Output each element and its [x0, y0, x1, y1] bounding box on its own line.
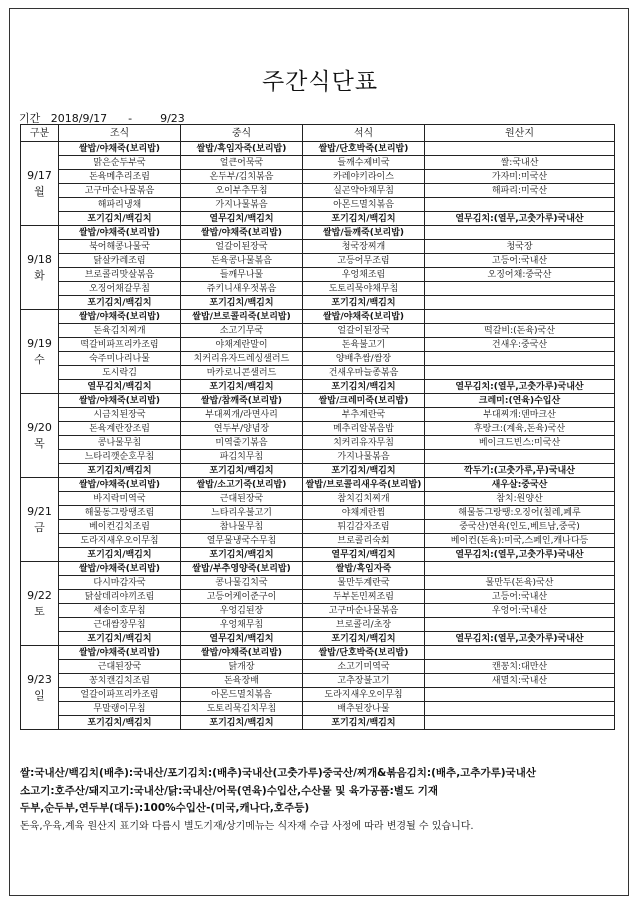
- lunch-cell: 미역줄기볶음: [181, 436, 303, 450]
- table-row: [21, 660, 615, 674]
- day-date: 9/19: [27, 336, 52, 350]
- day-weekday: 월: [34, 184, 45, 198]
- table-row: [21, 408, 615, 422]
- lunch-cell: 쌀밥/야채죽(보리밥): [181, 226, 303, 240]
- table-row: [21, 296, 615, 310]
- note-line: 돈육,우육,계육 원산지 표기와 다름시 별도기재/상기메뉴는 식자재 수급 사정에 따라 변경될 수 있습니다.: [20, 820, 474, 832]
- day-cell: [21, 226, 59, 310]
- table-row: [21, 604, 615, 618]
- breakfast-cell: 베이컨김치조림: [59, 520, 181, 534]
- lunch-cell: 부대찌개/라면사리: [181, 408, 303, 422]
- dinner-cell: 들깨수제비국: [303, 156, 425, 170]
- dinner-cell: 아몬드멸치볶음: [303, 198, 425, 212]
- header-row: [21, 125, 615, 142]
- lunch-cell: 파김치무침: [181, 450, 303, 464]
- origin-cell: 새멸치:국내산: [425, 674, 615, 688]
- breakfast-cell: 쌀밥/야채죽(보리밥): [59, 562, 181, 576]
- dinner-cell: 쌀밥/단호박죽(보리밥): [303, 646, 425, 660]
- breakfast-cell: 포기김치/백김치: [59, 632, 181, 646]
- header-dinner: 석식: [303, 125, 425, 142]
- dinner-cell: 튀김감자조림: [303, 520, 425, 534]
- day-date: 9/17: [27, 168, 52, 182]
- origin-cell: 오징어채:중국산: [425, 268, 615, 282]
- table-row: [21, 422, 615, 436]
- lunch-cell: 열무김치/백김치: [181, 632, 303, 646]
- breakfast-cell: 돈육김치찌개: [59, 324, 181, 338]
- table-row: [21, 478, 615, 492]
- lunch-cell: 열무물냉국수무침: [181, 534, 303, 548]
- lunch-cell: 들깨무나물: [181, 268, 303, 282]
- dinner-cell: 쌀밥/들깨죽(보리밥): [303, 226, 425, 240]
- breakfast-cell: 얼갈이파프리카조림: [59, 688, 181, 702]
- dinner-cell: 청국장찌개: [303, 240, 425, 254]
- day-cell: [21, 478, 59, 562]
- breakfast-cell: 콩나물무침: [59, 436, 181, 450]
- table-row: [21, 394, 615, 408]
- lunch-cell: 쌀밥/참깨죽(보리밥): [181, 394, 303, 408]
- header-category: 구분: [21, 125, 59, 142]
- origin-cell: [425, 142, 615, 156]
- origin-cell: 쌀:국내산: [425, 156, 615, 170]
- table-row: [21, 240, 615, 254]
- breakfast-cell: 포기김치/백김치: [59, 716, 181, 730]
- origin-cell: 베이크드빈스:미국산: [425, 436, 615, 450]
- dinner-cell: 쌀밥/브로콜리새우죽(보리밥): [303, 478, 425, 492]
- dinner-cell: 우엉채조림: [303, 268, 425, 282]
- origin-cell: 가자미:미국산: [425, 170, 615, 184]
- dinner-cell: 실곤약야채무침: [303, 184, 425, 198]
- dinner-cell: 소고기미역국: [303, 660, 425, 674]
- lunch-cell: 도토리묵김치무침: [181, 702, 303, 716]
- lunch-cell: 닭개장: [181, 660, 303, 674]
- note-line: 쌀:국내산/백김치(배추):국내산/포기김치:(배추)국내산(고춧가루)중국산/찌개&볶음김치:(배추,고추가루)국내산: [20, 767, 536, 779]
- lunch-cell: 아몬드멸치볶음: [181, 688, 303, 702]
- dinner-cell: 치커리유자무침: [303, 436, 425, 450]
- table-row: [21, 674, 615, 688]
- origin-cell: [425, 618, 615, 632]
- dinner-cell: 포기김치/백김치: [303, 716, 425, 730]
- origin-cell: [425, 366, 615, 380]
- dinner-cell: 물만두계란국: [303, 576, 425, 590]
- table-row: [21, 212, 615, 226]
- dinner-cell: 쌀밥/야채죽(보리밥): [303, 310, 425, 324]
- dinner-cell: 부추계란국: [303, 408, 425, 422]
- origin-cell: [425, 688, 615, 702]
- dinner-cell: 얼갈이된장국: [303, 324, 425, 338]
- day-weekday: 일: [34, 688, 45, 702]
- dinner-cell: 브로콜리숙회: [303, 534, 425, 548]
- table-row: [21, 576, 615, 590]
- dinner-cell: 쌀밥/크레미죽(보리밥): [303, 394, 425, 408]
- day-cell: [21, 646, 59, 730]
- lunch-cell: 쌀밥/흑임자죽(보리밥): [181, 142, 303, 156]
- note-line: 두부,순두부,연두부(대두):100%수입산-(미국,캐나다,호주등): [20, 802, 310, 814]
- table-row: [21, 562, 615, 576]
- lunch-cell: 오이부추무침: [181, 184, 303, 198]
- table-row: [21, 450, 615, 464]
- origin-cell: 부대찌개:덴마크산: [425, 408, 615, 422]
- origin-cell: 열무김치:(열무,고춧가루)국내산: [425, 632, 615, 646]
- dinner-cell: 두부돈민찌조림: [303, 590, 425, 604]
- breakfast-cell: 해물동그랑땡조림: [59, 506, 181, 520]
- breakfast-cell: 도시락김: [59, 366, 181, 380]
- origin-cell: 캔꽁치:대만산: [425, 660, 615, 674]
- breakfast-cell: 근대쌈장무침: [59, 618, 181, 632]
- dinner-cell: 돈육불고기: [303, 338, 425, 352]
- breakfast-cell: 쌀밥/야채죽(보리밥): [59, 394, 181, 408]
- table-row: [21, 464, 615, 478]
- breakfast-cell: 떡갈비파프리카조림: [59, 338, 181, 352]
- table-row: [21, 590, 615, 604]
- breakfast-cell: 근대된장국: [59, 660, 181, 674]
- breakfast-cell: 브로콜리맛살볶음: [59, 268, 181, 282]
- table-row: [21, 632, 615, 646]
- table-row: [21, 310, 615, 324]
- table-row: [21, 184, 615, 198]
- lunch-cell: 포기김치/백김치: [181, 464, 303, 478]
- breakfast-cell: 닭살데리야끼조림: [59, 590, 181, 604]
- dinner-cell: 가지나물볶음: [303, 450, 425, 464]
- table-row: [21, 282, 615, 296]
- dinner-cell: 쌀밥/흑임자죽: [303, 562, 425, 576]
- lunch-cell: 콩나물김치국: [181, 576, 303, 590]
- origin-cell: 고등어:국내산: [425, 590, 615, 604]
- lunch-cell: 포기김치/백김치: [181, 380, 303, 394]
- breakfast-cell: 숙주미나리나물: [59, 352, 181, 366]
- day-date: 9/18: [27, 252, 52, 266]
- table-row: [21, 548, 615, 562]
- table-row: [21, 170, 615, 184]
- origin-cell: 해물동그랑땡:오징어(칠레,페루: [425, 506, 615, 520]
- dinner-cell: 야채계란찜: [303, 506, 425, 520]
- table-row: [21, 156, 615, 170]
- breakfast-cell: 고구마순나물볶음: [59, 184, 181, 198]
- breakfast-cell: 포기김치/백김치: [59, 212, 181, 226]
- origin-cell: 새우살:중국산: [425, 478, 615, 492]
- breakfast-cell: 쌀밥/야채죽(보리밥): [59, 310, 181, 324]
- header-lunch: 중식: [181, 125, 303, 142]
- breakfast-cell: 북어해콩나물국: [59, 240, 181, 254]
- note-line: 소고기:호주산/돼지고기:국내산/닭:국내산/어묵(연육)수입산,수산물 및 육가공품:별도 기재: [20, 784, 439, 797]
- table-row: [21, 338, 615, 352]
- breakfast-cell: 쌀밥/야채죽(보리밥): [59, 646, 181, 660]
- breakfast-cell: 바지락미역국: [59, 492, 181, 506]
- breakfast-cell: 도라지새우오이무침: [59, 534, 181, 548]
- menu-period: 기간 2018/9/17 - 9/23: [19, 112, 185, 125]
- table-row: [21, 618, 615, 632]
- origin-cell: 고등어:국내산: [425, 254, 615, 268]
- origin-cell: 우엉어:국내산: [425, 604, 615, 618]
- table-row: [21, 268, 615, 282]
- lunch-cell: 얼큰어묵국: [181, 156, 303, 170]
- table-row: [21, 142, 615, 156]
- day-weekday: 화: [34, 268, 45, 282]
- dinner-cell: 건새우마늘종볶음: [303, 366, 425, 380]
- dinner-cell: 브로콜리/초장: [303, 618, 425, 632]
- dinner-cell: 포기김치/백김치: [303, 296, 425, 310]
- lunch-cell: 온두부/김치볶음: [181, 170, 303, 184]
- lunch-cell: 포기김치/백김치: [181, 548, 303, 562]
- origin-cell: 베이컨(돈육):미국,스페인,캐나다등: [425, 534, 615, 548]
- lunch-cell: 소고기무국: [181, 324, 303, 338]
- dinner-cell: 포기김치/백김치: [303, 632, 425, 646]
- dinner-cell: 배추된장나물: [303, 702, 425, 716]
- breakfast-cell: 쌀밥/야채죽(보리밥): [59, 142, 181, 156]
- dinner-cell: 고등어무조림: [303, 254, 425, 268]
- dinner-cell: 도토리묵야채무침: [303, 282, 425, 296]
- breakfast-cell: 시금치된장국: [59, 408, 181, 422]
- breakfast-cell: 쌀밥/야채죽(보리밥): [59, 226, 181, 240]
- origin-cell: [425, 702, 615, 716]
- dinner-cell: 도라지새우오이무침: [303, 688, 425, 702]
- header-origin: 원산지: [425, 125, 615, 142]
- breakfast-cell: 포기김치/백김치: [59, 548, 181, 562]
- lunch-cell: 고등어케이준구이: [181, 590, 303, 604]
- origin-cell: 열무김치:(열무,고춧가루)국내산: [425, 212, 615, 226]
- lunch-cell: 쌀밥/소고기죽(보리밥): [181, 478, 303, 492]
- origin-cell: [425, 716, 615, 730]
- dinner-cell: 쌀밥/단호박죽(보리밥): [303, 142, 425, 156]
- dinner-cell: 포기김치/백김치: [303, 464, 425, 478]
- table-row: [21, 226, 615, 240]
- dinner-cell: 양배추쌈/쌈장: [303, 352, 425, 366]
- lunch-cell: 쌀밥/야채죽(보리밥): [181, 646, 303, 660]
- table-row: [21, 492, 615, 506]
- origin-cell: [425, 352, 615, 366]
- dinner-cell: 참치김치찌개: [303, 492, 425, 506]
- dinner-cell: 고구마순나물볶음: [303, 604, 425, 618]
- origin-cell: [425, 562, 615, 576]
- weekly-menu-table: [20, 124, 615, 730]
- menu-body: [21, 142, 615, 730]
- breakfast-cell: 닭살카레조림: [59, 254, 181, 268]
- origin-cell: 물만두(돈육)국산: [425, 576, 615, 590]
- day-date: 9/20: [27, 420, 52, 434]
- breakfast-cell: 무말랭이무침: [59, 702, 181, 716]
- table-row: [21, 380, 615, 394]
- lunch-cell: 쥬키니새우젓볶음: [181, 282, 303, 296]
- origin-cell: [425, 226, 615, 240]
- origin-cell: [425, 450, 615, 464]
- dinner-cell: 카레야키라이스: [303, 170, 425, 184]
- table-row: [21, 436, 615, 450]
- page-title: 주간식단표: [261, 69, 379, 95]
- dinner-cell: 고추장불고기: [303, 674, 425, 688]
- table-row: [21, 366, 615, 380]
- breakfast-cell: 포기김치/백김치: [59, 296, 181, 310]
- dinner-cell: 열무김치/백김치: [303, 548, 425, 562]
- day-cell: [21, 562, 59, 646]
- origin-cell: [425, 282, 615, 296]
- origin-cell: 떡갈비:(돈육)국산: [425, 324, 615, 338]
- day-weekday: 금: [34, 520, 45, 534]
- day-date: 9/21: [27, 504, 52, 518]
- lunch-cell: 참나물무침: [181, 520, 303, 534]
- origin-cell: 해파리:미국산: [425, 184, 615, 198]
- origin-cell: 크레미:(연육)수입산: [425, 394, 615, 408]
- lunch-cell: 치커리유자드레싱샐러드: [181, 352, 303, 366]
- day-cell: [21, 394, 59, 478]
- breakfast-cell: 해파리냉채: [59, 198, 181, 212]
- day-weekday: 수: [34, 352, 45, 366]
- day-date: 9/23: [27, 672, 52, 686]
- dinner-cell: 포기김치/백김치: [303, 380, 425, 394]
- lunch-cell: 우엉채무침: [181, 618, 303, 632]
- table-row: [21, 702, 615, 716]
- origin-cell: 건새우:중국산: [425, 338, 615, 352]
- table-row: [21, 324, 615, 338]
- origin-cell: 열무김치:(열무,고춧가루)국내산: [425, 548, 615, 562]
- breakfast-cell: 포기김치/백김치: [59, 464, 181, 478]
- origin-cell: 깍두기:(고춧가루,무)국내산: [425, 464, 615, 478]
- lunch-cell: 포기김치/백김치: [181, 716, 303, 730]
- origin-notes: [20, 765, 536, 835]
- table-row: [21, 716, 615, 730]
- lunch-cell: 돈육콩나물볶음: [181, 254, 303, 268]
- table-row: [21, 688, 615, 702]
- lunch-cell: 쌀밥/부추영양죽(보리밥): [181, 562, 303, 576]
- lunch-cell: 쌀밥/브로콜리죽(보리밥): [181, 310, 303, 324]
- table-row: [21, 520, 615, 534]
- day-cell: [21, 142, 59, 226]
- lunch-cell: 포기김치/백김치: [181, 296, 303, 310]
- breakfast-cell: 돈육메추리조림: [59, 170, 181, 184]
- breakfast-cell: 돈육계란장조림: [59, 422, 181, 436]
- lunch-cell: 연두부/양념장: [181, 422, 303, 436]
- origin-cell: [425, 296, 615, 310]
- table-row: [21, 198, 615, 212]
- header-breakfast: 조식: [59, 125, 181, 142]
- breakfast-cell: 느타리깻순호무침: [59, 450, 181, 464]
- breakfast-cell: 꽁치캔김치조림: [59, 674, 181, 688]
- table-row: [21, 254, 615, 268]
- origin-cell: [425, 198, 615, 212]
- day-weekday: 목: [34, 436, 45, 450]
- day-weekday: 토: [34, 604, 45, 618]
- lunch-cell: 돈육장배: [181, 674, 303, 688]
- dinner-cell: 포기김치/백김치: [303, 212, 425, 226]
- lunch-cell: 우엉김된장: [181, 604, 303, 618]
- table-row: [21, 352, 615, 366]
- breakfast-cell: 맑은순두부국: [59, 156, 181, 170]
- lunch-cell: 얼갈이된장국: [181, 240, 303, 254]
- origin-cell: 청국장: [425, 240, 615, 254]
- dinner-cell: 메추리알볶음밥: [303, 422, 425, 436]
- origin-cell: 후랑크:(계육,돈육)국산: [425, 422, 615, 436]
- breakfast-cell: 열무김치/백김치: [59, 380, 181, 394]
- lunch-cell: 느타리우불고기: [181, 506, 303, 520]
- day-cell: [21, 310, 59, 394]
- lunch-cell: 근대된장국: [181, 492, 303, 506]
- table-row: [21, 534, 615, 548]
- origin-cell: [425, 646, 615, 660]
- breakfast-cell: 세송이호무침: [59, 604, 181, 618]
- day-date: 9/22: [27, 588, 52, 602]
- breakfast-cell: 오징어채갈무침: [59, 282, 181, 296]
- origin-cell: 참치:원양산: [425, 492, 615, 506]
- origin-cell: 중국산)연육(인도,베트남,중국): [425, 520, 615, 534]
- origin-cell: [425, 310, 615, 324]
- origin-cell: 열무김치:(열무,고춧가루)국내산: [425, 380, 615, 394]
- lunch-cell: 열무김치/백김치: [181, 212, 303, 226]
- table-row: [21, 506, 615, 520]
- lunch-cell: 가지나물볶음: [181, 198, 303, 212]
- lunch-cell: 야채계란말이: [181, 338, 303, 352]
- table-row: [21, 646, 615, 660]
- breakfast-cell: 쌀밥/야채죽(보리밥): [59, 478, 181, 492]
- breakfast-cell: 다시마감자국: [59, 576, 181, 590]
- lunch-cell: 마카로니콘샐러드: [181, 366, 303, 380]
